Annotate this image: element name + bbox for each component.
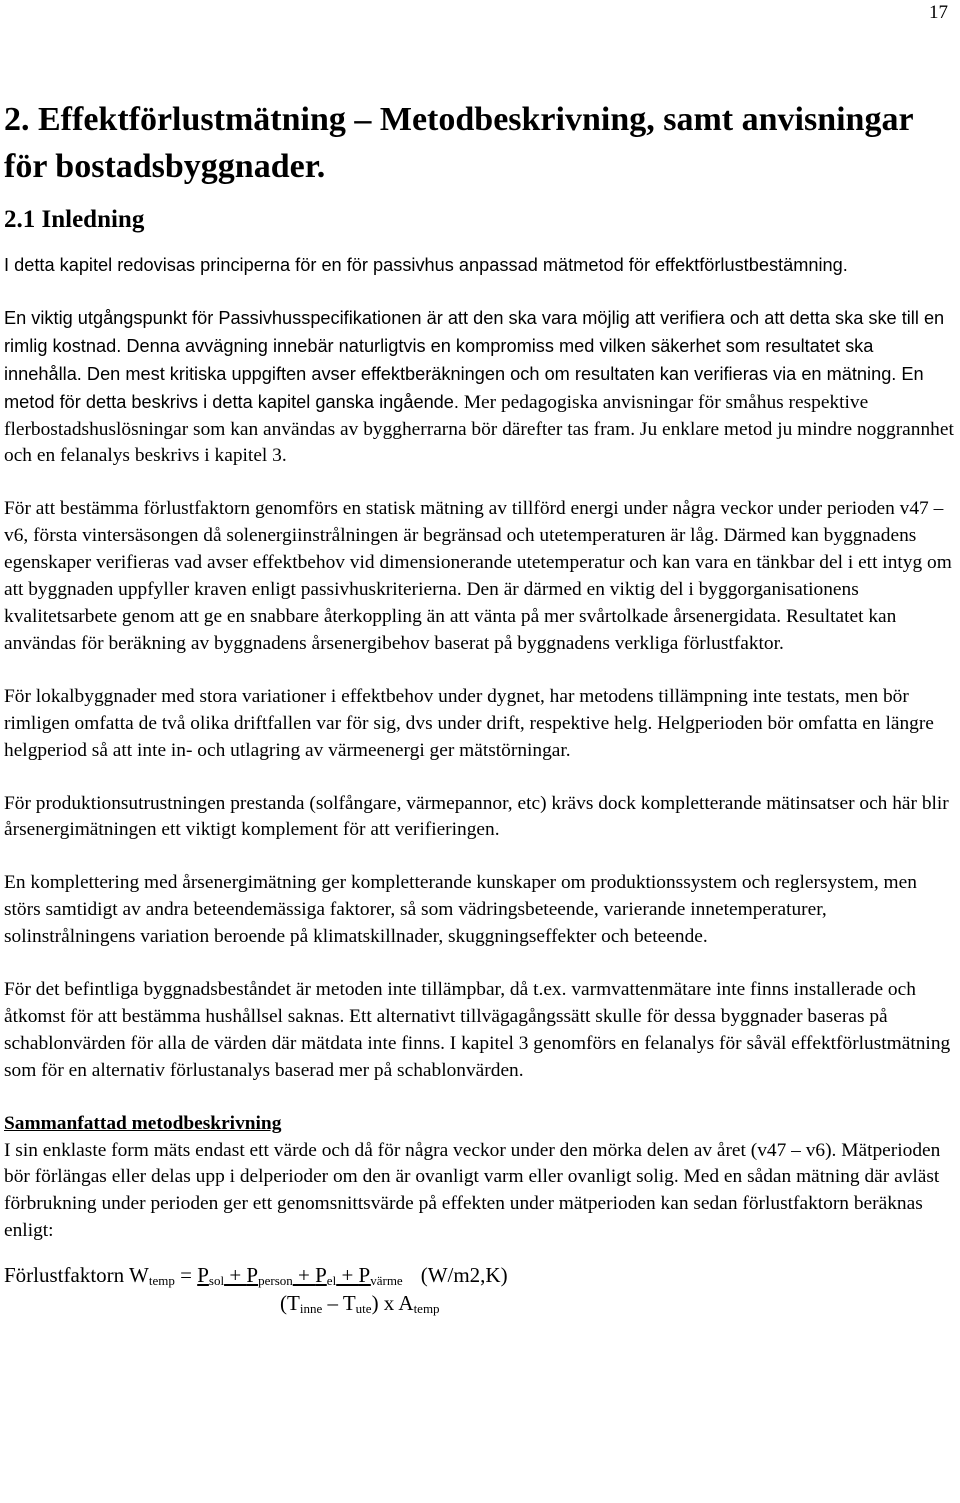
loss-factor-formula (4, 1263, 954, 1323)
paragraph-commercial-buildings: För lokalbyggnader med stora variationer i effektbehov under dygnet, har metodens tillämpning inte testats, men bör rimligen omfatta de två olika driftfallen var för sig, dvs under drift, respektive helg. Helgperioden bör omfatta en längre helgperiod så att inte in- och utlagring av värmeenergi ger mätstörningar. (4, 685, 934, 761)
formula-plus: + (224, 1263, 247, 1288)
paragraph-sentence: Denna avvägning innebär naturligtvis en kompromiss med vilken säkerhet som resultatet ska innehålla. (4, 335, 874, 384)
formula-term-sub: värme (370, 1273, 403, 1289)
formula-denominator-open: (T (280, 1291, 300, 1316)
paragraph-sentence: En viktig utgångspunkt för Passivhusspecifikationen är att den ska vara möjlig att verifiera och att detta ska ske till en rimlig kostnad. (4, 307, 945, 356)
formula-numerator (197, 1263, 403, 1287)
formula-term-sub: person (258, 1273, 293, 1289)
section-heading: 2.1 Inledning (4, 206, 145, 233)
formula-term: P (315, 1263, 327, 1288)
paragraph-existing-buildings: För det befintliga byggnadsbeståndet är metoden inte tillämpbar, då t.ex. varmvattenmätare inte finns installerade och åtkomst för att bestämma hushållsel saknas. Ett alternativt tillvägagångssätt skulle för dessa byggnader baseras på schablonvärden för alla de värden där mätdata inte finns. I kapitel 3 genomförs en felanalys för såväl effektförlustmätning som för en alternativ förlustanalys baserad mer på schablonvärden. (4, 979, 951, 1081)
formula-denominator-line (280, 1291, 440, 1316)
formula-term: P (246, 1263, 259, 1288)
formula-denominator-sub: inne (299, 1301, 323, 1317)
formula-equals: = (174, 1263, 198, 1288)
paragraph-sentence: Den mest kritiska uppgiften avser effektberäkningen och om resultaten kan verifieras via en mätning. (81, 363, 897, 384)
formula-denominator-sub: ute (355, 1301, 372, 1317)
formula-plus: + (292, 1263, 316, 1288)
formula-term-sub: el (326, 1273, 337, 1289)
summary-heading: Sammanfattad metodbeskrivning (4, 1112, 282, 1134)
formula-term-sub: sol (208, 1273, 225, 1289)
paragraph-sentence: En metod för detta beskrivs i detta kapitel ganska ingående. (4, 363, 924, 412)
formula-denominator-sub: temp (413, 1301, 440, 1317)
formula-denominator-times: ) x A (371, 1291, 414, 1316)
paragraph-sentence: Mer pedagogiska anvisningar för småhus respektive flerbostadshuslösningar som kan användas av byggherrarna bör därefter tas fram. (4, 391, 869, 440)
paragraph-starting-point (4, 305, 954, 470)
formula-lhs: Förlustfaktorn W (4, 1263, 149, 1288)
paragraph-measurement: För att bestämma förlustfaktorn genomförs en statisk mätning av tillförd energi under några veckor under perioden v47 – v6, första vintersäsongen då solenergiinstrålningen är begränsad och utetemperaturen är låg. Därmed kan byggnadens egenskaper verifieras vad avser effektbehov vid dimensionerande utetemperatur och kan vara en tänkbar del i ett intyg om att byggnaden uppfyller kraven enligt passivhuskriterierna. Den är därmed en viktig del i byggorganisationens kvalitetsarbete genom att ge en snabbare återkoppling än att vänta på mer svårtolkade årsenergidata. Resultatet kan användas för beräkning av byggnadens årsenergibehov baserat på byggnadens verkliga förlustfaktor. (4, 498, 952, 654)
formula-unit: (W/m2,K) (420, 1263, 508, 1288)
formula-plus: + (336, 1263, 359, 1288)
formula-numerator-line (4, 1263, 508, 1288)
paragraph-annual-energy: En komplettering med årsenergimätning ger kompletterande kunskaper om produktionssystem och reglersystem, men störs samtidigt av andra beteendemässiga faktorer, så som vädringsbeteende, varierande innetemperaturer, solinstrålningens variation beroende på klimatskillnader, skuggningseffekter och beteende. (4, 872, 917, 948)
page-number: 17 (929, 2, 948, 23)
chapter-title: 2. Effektförlustmätning – Metodbeskrivning, samt anvisningar för bostadsbyggnader. (4, 101, 913, 185)
formula-term: P (358, 1263, 371, 1288)
intro-paragraph: I detta kapitel redovisas principerna för en för passivhus anpassad mätmetod för effektförlustbestämning. (4, 255, 848, 275)
paragraph-production-equipment: För produktionsutrustningen prestanda (solfångare, värmepannor, etc) krävs dock kompletterande mätinsatser och här blir årsenergimätningen ett viktigt komplement för att verifieringen. (4, 792, 949, 841)
document-body (4, 96, 954, 1323)
paragraph-sentence: Ju enklare metod ju mindre noggrannhet och en felanalys beskrivs i kapitel 3. (4, 418, 954, 467)
summary-paragraph: I sin enklaste form mäts endast ett värde och då för några veckor under den mörka delen av året (v47 – v6). Mätperioden bör förlängas eller delas upp i delperioder om den är ovanligt varm eller ovanligt solig. Med en sådan mätning där avläst förbrukning under perioden ger ett genomsnittsvärde på effekten under mätperioden kan sedan förlustfaktorn beräknas enligt: (4, 1139, 941, 1242)
formula-denominator-minus: – T (322, 1291, 356, 1316)
formula-lhs-sub: temp (148, 1273, 175, 1289)
formula-term: P (197, 1263, 209, 1288)
